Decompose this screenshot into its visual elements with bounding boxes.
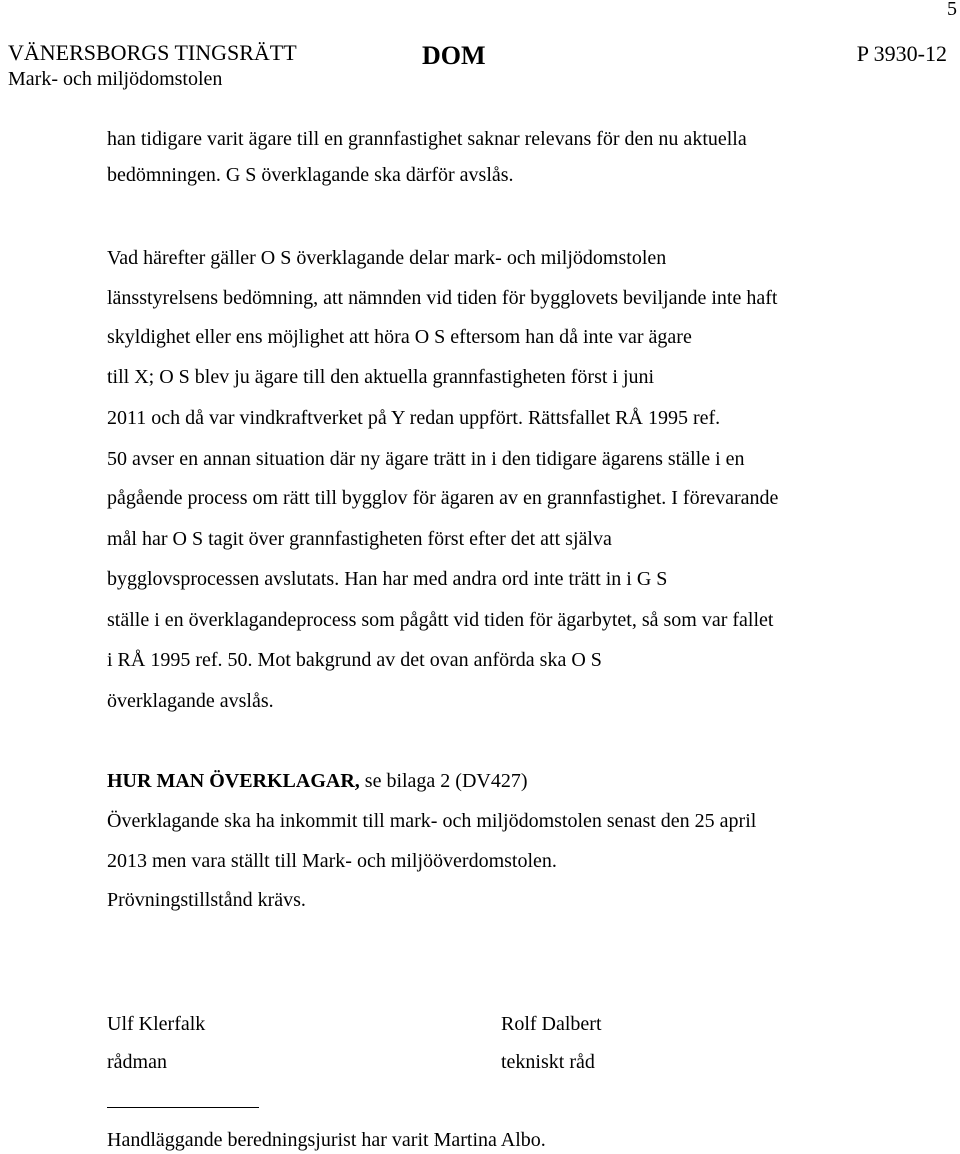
appeal-line: 2013 men vara ställt till Mark- och miljööverdomstolen.: [107, 850, 557, 872]
paragraph-line: länsstyrelsens bedömning, att nämnden vid tiden för bygglovets beviljande inte haft: [107, 287, 778, 309]
paragraph-line: 50 avser en annan situation där ny ägare trätt in i den tidigare ägarens ställe i en: [107, 448, 745, 470]
paragraph-line: överklagande avslås.: [107, 690, 274, 712]
paragraph-line: skyldighet eller ens möjlighet att höra O S eftersom han då inte var ägare: [107, 326, 692, 348]
appeal-line: Prövningstillstånd krävs.: [107, 889, 306, 911]
paragraph-line: bygglovsprocessen avslutats. Han har med andra ord inte trätt in i G S: [107, 568, 668, 590]
page-number: 5: [947, 0, 957, 20]
appeal-line: Överklagande ska ha inkommit till mark- och miljödomstolen senast den 25 april: [107, 810, 757, 832]
paragraph-line: 2011 och då var vindkraftverket på Y redan uppfört. Rättsfallet RÅ 1995 ref.: [107, 407, 721, 429]
appeal-heading-rest: se bilaga 2 (DV427): [359, 770, 528, 792]
paragraph-line: pågående process om rätt till bygglov för ägaren av en grannfastighet. I förevarande: [107, 487, 779, 509]
paragraph-line: till X; O S blev ju ägare till den aktuella grannfastigheten först i juni: [107, 366, 655, 388]
expert-name: Rolf Dalbert: [501, 1013, 602, 1035]
paragraph-line: i RÅ 1995 ref. 50. Mot bakgrund av det ovan anförda ska O S: [107, 649, 602, 671]
document-type: DOM: [422, 41, 486, 70]
paragraph-line: ställe i en överklagandeprocess som pågått vid tiden för ägarbytet, så som var fallet: [107, 609, 774, 631]
paragraph-line: bedömningen. G S överklagande ska därför avslås.: [107, 164, 514, 186]
case-number: P 3930-12: [856, 41, 947, 66]
paragraph-line: Vad härefter gäller O S överklagande delar mark- och miljödomstolen: [107, 247, 667, 269]
court-division: Mark- och miljödomstolen: [8, 68, 223, 90]
appeal-heading-bold: HUR MAN ÖVERKLAGAR,: [107, 770, 360, 792]
paragraph-line: han tidigare varit ägare till en grannfastighet saknar relevans för den nu aktuella: [107, 128, 747, 150]
paragraph-line: mål har O S tagit över grannfastigheten först efter det att själva: [107, 528, 612, 550]
footnote-separator: [107, 1107, 259, 1108]
expert-title: tekniskt råd: [501, 1051, 595, 1073]
footer-note: Handläggande beredningsjurist har varit Martina Albo.: [107, 1129, 546, 1151]
appeal-heading: [107, 771, 528, 791]
judge-title: rådman: [107, 1051, 167, 1073]
court-name: VÄNERSBORGS TINGSRÄTT: [8, 40, 297, 65]
judge-name: Ulf Klerfalk: [107, 1013, 206, 1035]
